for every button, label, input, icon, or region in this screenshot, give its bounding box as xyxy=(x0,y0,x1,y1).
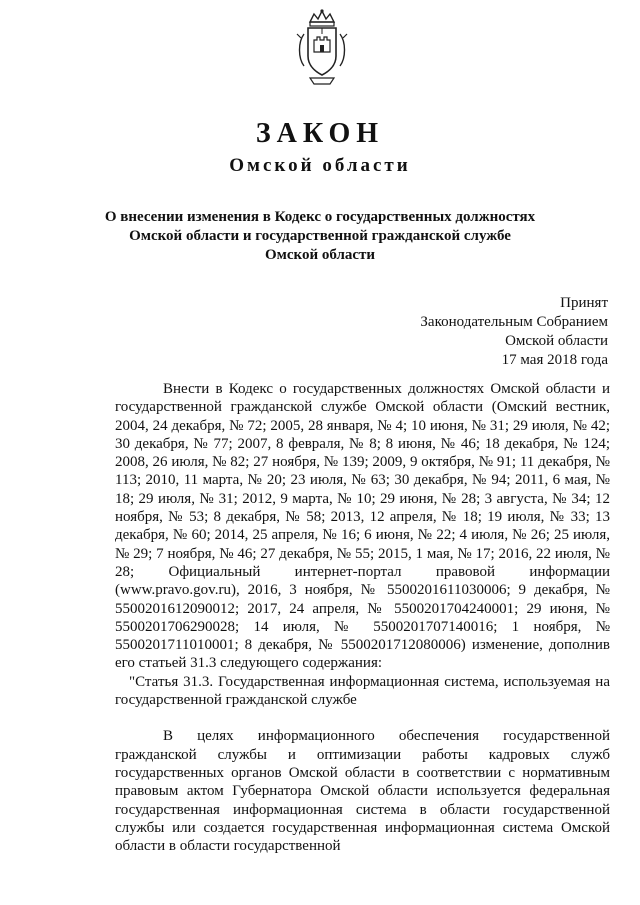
body-paragraph: Внести в Кодекс о государственных должностях Омской области и государственной гражданской службе Омской области (Омский вестник, 2004, 24 декабря, № 72; 2005, 28 января, № 4; 10 июня, № 31; 29 июля, № 42; 30 декабря, № 77; 2007, 8 февраля, № 8; 8 июня, № 46; 18 декабря, № 124; 2008, 26 июля, № 82; 27 ноября, № 139; 2009, 9 октября, № 91; 11 декабря, № 113; 2010, 11 марта, № 20; 23 июля, № 63; 30 декабря, № 94; 2011, 6 мая, № 18; 29 июля, № 31; 2012, 9 марта, № 10; 29 июня, № 28; 3 августа, № 34; 12 ноября, № 53; 8 декабря, № 58; 2013, 12 апреля, № 18; 19 июля, № 33; 13 декабря, № 60; 2014, 25 апреля, № 16; 6 июня, № 22; 4 июля, № 26; 25 июля, № 29; 7 ноября, № 46; 27 декабря, № 55; 2015, 1 мая, № 17; 2016, 22 июля, № 28; Официальный интернет-портал правовой информации (www.pravo.gov.ru), 2016, 3 ноября, № 5500201611030006; 9 декабря, № 5500201612090012; 2017, 24 апреля, № 5500201704240001; 29 июня, № 5500201706290028; 14 июля, № 5500201707140016; 1 ноября, № 5500201711010001; 8 декабря, № 5500201712080006) изменение, дополнив его статьей 31.3 следующего содержания: xyxy=(115,381,610,672)
adoption-line: Законодательным Собранием xyxy=(420,314,608,330)
adoption-line: Принят xyxy=(560,295,608,311)
paragraph-spacer xyxy=(115,709,610,727)
law-body xyxy=(115,380,610,855)
document-subtitle: Омской области xyxy=(229,155,411,176)
law-subject xyxy=(80,208,560,265)
adoption-line: Омской области xyxy=(505,333,608,349)
subject-line: Омской области xyxy=(264,247,376,263)
adoption-block xyxy=(420,294,608,370)
body-paragraph: В целях информационного обеспечения государственной гражданской службы и оптимизации работы кадровых служб государственных органов Омской области в соответствии с нормативным правовым актом Губернатора Омской области используется федеральная государственная информационная система в области государственной службы или создается государственная информационная система Омской области в области государственной xyxy=(115,728,610,855)
coat-of-arms-icon xyxy=(294,8,350,86)
document-title: ЗАКОН xyxy=(255,118,385,149)
adoption-date: 17 мая 2018 года xyxy=(501,352,608,368)
article-title: "Статья 31.3. Государственная информационная система, используемая на государственной гражданской службе xyxy=(115,673,610,709)
subject-line: О внесении изменения в Кодекс о государственных должностях xyxy=(104,209,536,225)
subject-line: Омской области и государственной гражданской службе xyxy=(129,228,511,244)
